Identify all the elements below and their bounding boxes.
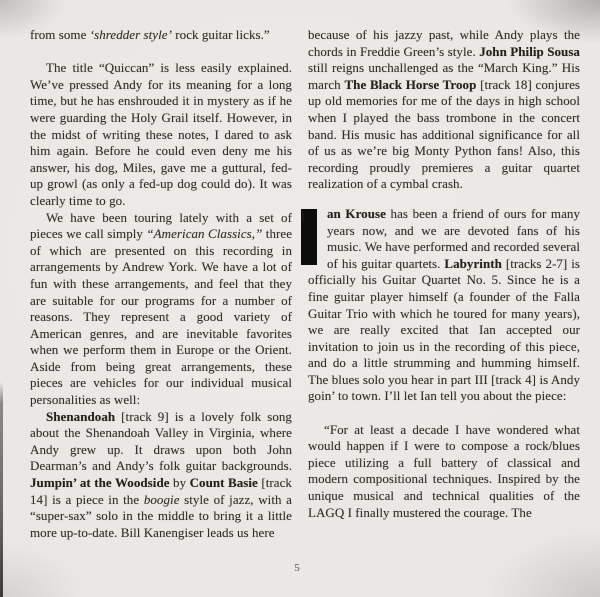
right-column	[301, 27, 581, 541]
left-column	[30, 27, 292, 541]
text-run: [track 14] is a piece in the	[30, 475, 292, 507]
paragraph	[301, 205, 580, 405]
text-run-b: The Black Horse Troop	[344, 76, 477, 92]
text-columns	[30, 27, 580, 541]
text-run-b: Shenandoah	[46, 408, 116, 424]
paragraph	[30, 60, 292, 209]
text-run: “For at least a decade I have wondered what would happen if I were to compose a rock/blues piece utilizing a full battery of classical and modern compositional techniques. Inspired by the unique musical and technical qualities of the LAGQ I finally mustered the courage. The	[308, 421, 580, 520]
text-run: The title “Quiccan” is less easily explained. We’ve pressed Andy for its meaning for a long time, but he has enshrouded it in mystery as if he were guarding the Holy Grail itself. However, in the midst of writing these notes, I dared to ask him again. Before he could even deny me his answer, his dog, Miles, gave me a guttural, fed-up growl (as only a fed-up dog could do). It was clearly time to go.	[30, 60, 292, 208]
text-run-b: Jumpin’ at the Woodside	[30, 475, 170, 491]
text-run: three of which are presented on this recording in arrangements by Andrew York. We have a lot of fun with these arrangements, and feel that they are suitable for our programs for a number of reasons. They represent a good variety of American genres, and are inevitable favorites when we perform them in Europe or the Orient. Aside from being great arrangements, these pieces are vehicles for our individual musical personalities as well:	[30, 226, 293, 408]
text-run: [track 9] is a lovely folk song about the Shenandoah Valley in Virginia, where Andy grew up. It draws upon both John Dearman’s and Andy’s folk guitar backgrounds.	[30, 408, 292, 474]
text-run: rock guitar licks.”	[171, 27, 270, 42]
text-run: [tracks 2-7] is officially his Guitar Quartet No. 5. Since he is a fine guitar player himself (a founder of the Falla Guitar Trio with which he toured for many years), we are really excited that Ian accepted our invitation to join us in the recording of this piece, and do a little strumming and humming himself. The blues solo you hear in part III [track 4] is Andy goin’ to town. I’ll let Ian tell you about the piece:	[308, 255, 580, 404]
text-run-i: ‘shredder style’	[89, 27, 172, 42]
text-run-b: Labyrinth	[444, 255, 502, 271]
text-run: [track 18] conjures up old memories for me of the days in high school when I played the bass trombone in the concert band. His music has additional significance for all of us as we’re big Monty Python fans! Also, this recording proudly premieres a guitar quartet realization of a cymbal crash.	[308, 76, 581, 192]
scan-edge-artifact	[0, 382, 3, 597]
paragraph	[308, 422, 580, 522]
text-run: because of his jazzy past, while Andy plays the chords in Freddie Green’s style.	[308, 27, 580, 59]
text-run: by	[169, 475, 190, 491]
text-run-i: “American Classics,”	[146, 226, 263, 242]
text-run-b: John Philip Sousa	[479, 43, 580, 59]
text-run: still reigns unchallenged as the “March King.” His march	[308, 60, 580, 92]
text-run-i: boogie	[143, 491, 180, 507]
text-run: has been a friend of ours for many years now, and we are devoted fans of his music. We have performed and recorded several of his guitar quartets.	[327, 205, 580, 271]
text-run: from some	[30, 27, 90, 42]
text-run: We have been touring lately with a set of pieces we call simply	[30, 209, 292, 242]
paragraph	[30, 210, 292, 409]
paragraph	[30, 27, 292, 44]
page-number: 5	[294, 562, 300, 574]
paragraph	[30, 409, 292, 542]
paragraph	[308, 27, 580, 193]
text-run-b: an Krouse	[327, 205, 386, 221]
drop-cap-letter: I	[301, 209, 317, 265]
text-run-b: Count Basie	[189, 475, 258, 491]
text-run: style of jazz, with a “super-sax” solo in the middle to bring it a little more up-to-date. Bill Kanengiser leads us here	[30, 491, 292, 540]
